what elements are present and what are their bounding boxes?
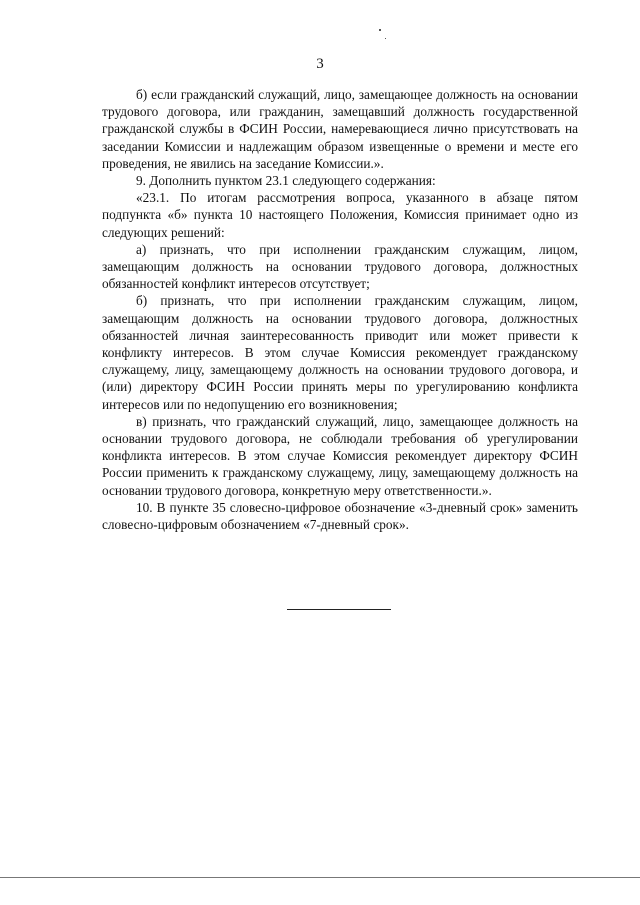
end-separator-line — [287, 609, 391, 610]
scan-edge-line — [0, 877, 640, 878]
scan-speck — [379, 29, 381, 31]
paragraph-item-10: 10. В пункте 35 словесно-цифровое обозначение «3-дневный срок» заменить словесно-цифровым обозначением «7-дневный срок». — [102, 499, 578, 533]
document-body — [102, 86, 578, 533]
paragraph-decision-b: б) признать, что при исполнении гражданским служащим, лицом, замещающим должность на основании трудового договора, должностных обязанностей личная заинтересованность приводит или может привести к конфликту интересов. В этом случае Комиссия рекомендует гражданскому служащему, лицу, замещающему должность на основании трудового договора, и (или) директору ФСИН России принять меры по урегулированию конфликта интересов или по недопущению его возникновения; — [102, 293, 578, 412]
paragraph-decision-a: а) признать, что при исполнении гражданским служащим, лицом, замещающим должность на основании трудового договора, должностных обязанностей конфликт интересов отсутствует; — [102, 241, 578, 292]
page-number: 3 — [316, 56, 324, 72]
paragraph-item-9: 9. Дополнить пунктом 23.1 следующего содержания: — [136, 173, 436, 189]
scan-speck — [385, 38, 386, 39]
paragraph-subitem-b-absence: б) если гражданский служащий, лицо, замещающее должность на основании трудового договора, или гражданин, замещавший должность государственной гражданской службы в ФСИН России, намеревающиеся лично присутствовать на заседании Комиссии и надлежащим образом извещенные о времени и месте его проведения, не явились на заседание Комиссии.». — [102, 87, 578, 171]
paragraph-decision-c: в) признать, что гражданский служащий, лицо, замещающее должность на основании трудового договора, не соблюдали требования об урегулировании конфликта интересов. В этом случае Комиссия рекомендует директору ФСИН России применить к гражданскому служащему, лицу, замещающему должность на основании трудового договора, конкретную меру ответственности.». — [102, 413, 578, 498]
paragraph-clause-23-1: «23.1. По итогам рассмотрения вопроса, указанного в абзаце пятом подпункта «б» пункта 10 настоящего Положения, Комиссия принимает одно из следующих решений: — [102, 190, 578, 240]
